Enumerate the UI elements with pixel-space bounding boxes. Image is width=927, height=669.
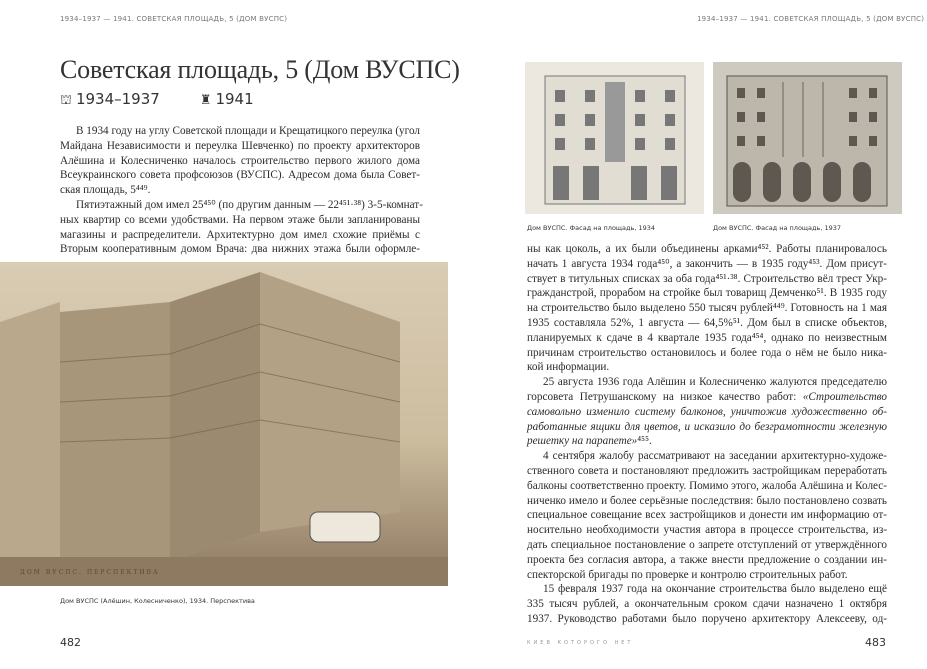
quote-line: работанные ящики для цветов, и исказило до безграмотности железную: [527, 420, 887, 433]
text-line: 25 августа 1936 года Алёшин и Колесниченко жалуются председателю: [543, 376, 887, 389]
text-line: начать 1 августа 1934 года⁴⁵⁰, а закончить — в 1935 году⁴⁵³. Дом присут-: [527, 257, 887, 270]
text-line: Всеукраинского совета профсоюзов (ВУСПС). Адресом дома была Совет-: [60, 169, 420, 182]
demolition-icon: ♜: [199, 93, 212, 108]
text-line: специальное совещание всех застройщиков и донести им информацию от-: [527, 509, 887, 522]
text-line: [527, 390, 887, 405]
image-caption: Дом ВУСПС (Алёшин, Колесниченко), 1934. Перспектива: [60, 597, 255, 605]
demolished-text: 1941: [215, 90, 254, 108]
page-number-left: 482: [60, 636, 81, 649]
text-line: ская площадь, 5⁴⁴⁹.: [60, 184, 151, 197]
text-line: 4 сентября жалобу рассматривают на заседании архитектурно-художе-: [543, 450, 887, 463]
text-line: магазины и распределители. Архитектурно дом имел схожие приёмы с: [60, 228, 420, 241]
facade-drawing-1937: [713, 62, 902, 214]
facade-1937-illustration: [713, 62, 902, 214]
left-body-text: [60, 124, 423, 257]
built-years: [60, 90, 160, 110]
facade-1934-illustration: [525, 62, 704, 214]
perspective-drawing: [0, 262, 448, 586]
right-body-text: [527, 242, 887, 627]
footnote-ref: ⁴⁵⁵.: [637, 435, 652, 448]
dates: [60, 90, 254, 110]
text-line: 1935 составляла 52%, 1 августа — 64,5%⁵¹. Дом был в списке объектов,: [527, 316, 887, 329]
quote-line: самовольно изменило систему балконов, уничтожив художественно об-: [527, 405, 887, 418]
text-line: носительно необходимости участия автора в процессе строительства, из-: [527, 524, 887, 537]
page-title: Советская площадь, 5 (Дом ВУСПС): [60, 55, 460, 84]
quote-segment: решетку на парапете»: [527, 435, 638, 448]
text-line: Пятиэтажный дом имел 25⁴⁵⁰ (по другим данным — 22⁴⁵¹·³⁸) 3-5-комнат-: [76, 198, 423, 211]
text-line: Алёшина и Колесниченко началось строительство первого жилого дома: [60, 154, 420, 167]
crane-icon: ⛫: [60, 93, 72, 108]
text-line: Майдана Независимости и переулка Шевченко) по проекту архитекторов: [60, 139, 420, 152]
text-line: ственного совета и постановляют предложить застройщикам переработать: [527, 464, 887, 477]
text-line: ных квартир со всеми удобствами. На первом этаже были запланированы: [60, 213, 420, 226]
text-line: ствует в титульных списках за оба года⁴⁵¹·³⁸. Строительство вёл трест Укр-: [527, 272, 887, 285]
text-line: кой информации.: [527, 361, 610, 374]
text-line: на строительство было выделено 550 тысяч рублей⁴⁴⁹. Готовность на 1 мая: [527, 302, 887, 315]
text-line: 335 тысяч рублей, а окончательным сроком сдачи назначено 1 октября: [527, 598, 887, 611]
built-text: 1934–1937: [75, 90, 160, 108]
text-line: дать специальное постановление о запрете отступлений от утверждённого: [527, 538, 887, 551]
drawing-inscription: ДОМ ВУСПС. ПЕРСПЕКТИВА: [20, 569, 160, 576]
facade-drawing-1934: [525, 62, 704, 214]
text-segment: горсовета Петрушанскому на низкое качество работ:: [527, 390, 803, 403]
running-head-right: 1934–1937 — 1941. СОВЕТСКАЯ ПЛОЩАДЬ, 5 (ДОМ ВУСПС): [697, 15, 925, 23]
text-line: [527, 434, 887, 449]
text-line: причинам строительство остановилось и более года о нём не было ника-: [527, 346, 887, 359]
text-line: спекторской бригады по проверке и контролю строительных работ.: [527, 568, 848, 581]
page-number-right: 483: [865, 636, 886, 649]
caption-facade-1937: Дом ВУСПС. Фасад на площадь, 1937: [713, 224, 842, 232]
building-illustration: [0, 262, 448, 586]
text-line: планируемых к сдаче в 4 квартале 1935 года⁴⁵⁴, однако по неизвестным: [527, 331, 887, 344]
text-line: 15 февраля 1937 года на окончание строительства было выделено ещё: [543, 583, 887, 596]
text-line: балконы соответственно проекту. Помимо этого, жалоба Алёшина и Колес-: [527, 479, 887, 492]
text-line: ниченко имело и более серьёзные последствия: было постановлено созвать: [527, 494, 887, 507]
running-head-left: 1934–1937 — 1941. СОВЕТСКАЯ ПЛОЩАДЬ, 5 (ДОМ ВУСПС): [60, 15, 288, 23]
text-line: проекта без согласия автора, а также внести предложение о создании ин-: [527, 553, 887, 566]
demolished-year: [200, 90, 254, 110]
text-line: гражданстрой, прорабом на стройке был товарищ Демченко⁵¹. В 1935 году: [527, 287, 887, 300]
caption-facade-1934: Дом ВУСПС. Фасад на площадь, 1934: [527, 224, 656, 232]
text-line: Вторым кооперативным домом Врача: два нижних этажа были оформле-: [60, 243, 420, 256]
text-line: ны как цоколь, а их были объединены арками⁴⁵². Работы планировалось: [527, 243, 887, 255]
book-title-footer: КИЕВ КОТОРОГО НЕТ: [527, 640, 634, 646]
text-line: В 1934 году на углу Советской площади и Крещатицкого переулка (угол: [76, 125, 420, 137]
text-line: 1937. Руководство работами было поручено архитектору Алексееву, од-: [527, 612, 887, 625]
quote-segment: «Строительство: [802, 390, 887, 403]
